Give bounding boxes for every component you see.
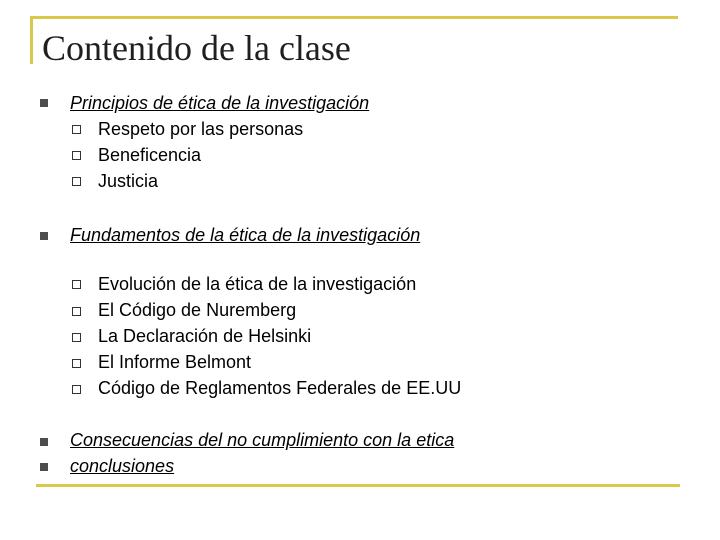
hollow-square-bullet-icon — [72, 280, 81, 289]
hollow-square-bullet-icon — [72, 333, 81, 342]
square-bullet-icon — [40, 232, 48, 240]
hollow-square-bullet-icon — [72, 307, 81, 316]
bottom-border-line — [36, 484, 680, 487]
left-border-line — [30, 16, 33, 64]
hollow-square-bullet-icon — [72, 385, 81, 394]
square-bullet-icon — [40, 438, 48, 446]
square-bullet-icon — [40, 99, 48, 107]
top-border-line — [30, 16, 678, 19]
list-item: Justicia — [98, 171, 159, 191]
list-item: Código de Reglamentos Federales de EE.UU — [98, 378, 462, 398]
section-heading-principios: Principios de ética de la investigación — [70, 93, 370, 113]
hollow-square-bullet-icon — [72, 125, 81, 134]
hollow-square-bullet-icon — [72, 177, 81, 186]
square-bullet-icon — [40, 463, 48, 471]
slide-title: Contenido de la clase — [42, 28, 351, 68]
list-item: Respeto por las personas — [98, 119, 304, 139]
hollow-square-bullet-icon — [72, 359, 81, 368]
list-item: El Código de Nuremberg — [98, 300, 297, 320]
hollow-square-bullet-icon — [72, 151, 81, 160]
list-item: Beneficencia — [98, 145, 202, 165]
list-item: Evolución de la ética de la investigación — [98, 274, 417, 294]
section-heading-conclusiones: conclusiones — [70, 456, 175, 476]
list-item: El Informe Belmont — [98, 352, 252, 372]
list-item: La Declaración de Helsinki — [98, 326, 312, 346]
section-heading-fundamentos: Fundamentos de la ética de la investigación — [70, 225, 421, 245]
section-heading-consecuencias: Consecuencias del no cumplimiento con la etica — [70, 430, 455, 450]
